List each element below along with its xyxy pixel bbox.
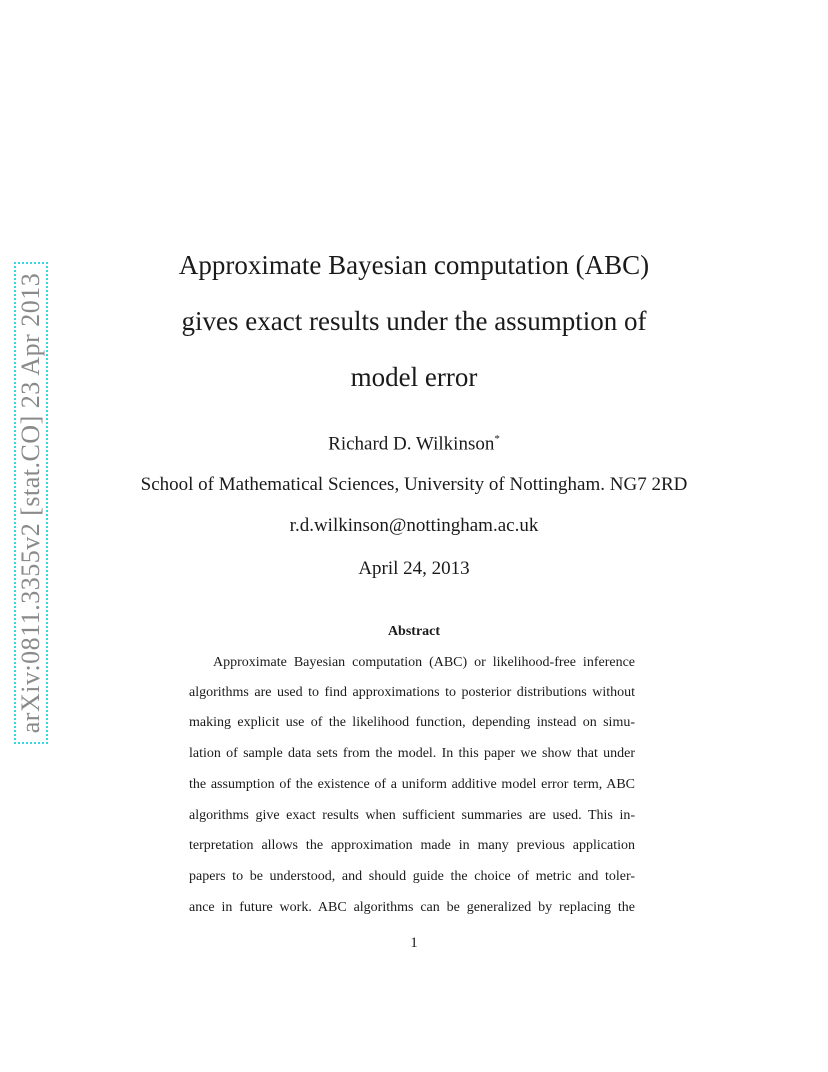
author [0, 433, 828, 455]
abstract-line: lation of sample data sets from the model. In this paper we show that under [189, 746, 635, 761]
abstract-line: papers to be understood, and should guide the choice of metric and toler- [189, 869, 635, 884]
title-line-3: model error [350, 362, 478, 392]
abstract-line: making explicit use of the likelihood function, depending instead on simu- [189, 715, 635, 730]
date: April 24, 2013 [358, 558, 470, 579]
abstract-line: algorithms are used to find approximations to posterior distributions without [189, 685, 635, 700]
arxiv-stamp [14, 262, 48, 744]
affiliation: School of Mathematical Sciences, University of Nottingham. NG7 2RD [140, 474, 688, 495]
author-footnote-mark: * [494, 433, 500, 445]
abstract-line: the assumption of the existence of a uniform additive model error term, ABC [189, 777, 635, 792]
paper-title [120, 250, 708, 400]
email: r.d.wilkinson@nottingham.ac.uk [289, 515, 539, 536]
abstract-heading: Abstract [387, 624, 441, 639]
abstract-line: terpretation allows the approximation made in many previous application [189, 838, 635, 853]
author-name: Richard D. Wilkinson [328, 433, 495, 455]
page-number: 1 [410, 935, 418, 951]
arxiv-identifier: arXiv:0811.3355v2 [stat.CO] 23 Apr 2013 [16, 272, 45, 734]
abstract-line: Approximate Bayesian computation (ABC) or likelihood-free inference [213, 655, 635, 670]
title-line-1: Approximate Bayesian computation (ABC) [178, 250, 650, 280]
abstract-line: ance in future work. ABC algorithms can be generalized by replacing the [189, 900, 635, 915]
abstract-line: algorithms give exact results when sufficient summaries are used. This in- [189, 808, 635, 823]
title-line-2: gives exact results under the assumption of [181, 306, 647, 336]
